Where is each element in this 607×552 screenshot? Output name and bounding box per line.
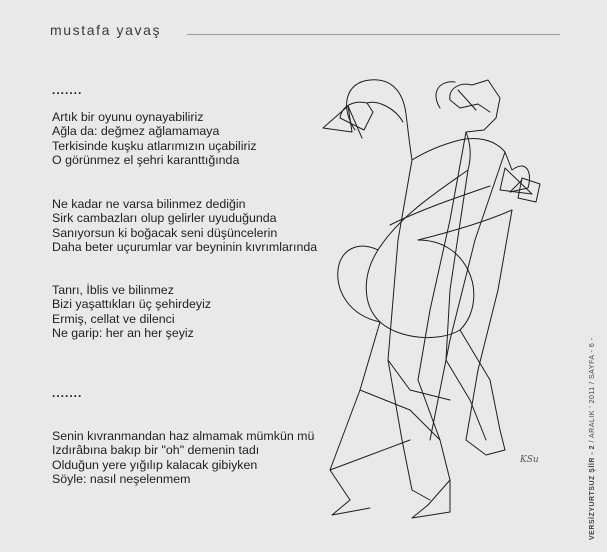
author-name: mustafa yavaş <box>50 22 162 38</box>
stanza-3 <box>52 283 211 341</box>
poem-line: Bizi yaşattıkları üç şehirdeyiz <box>52 297 212 312</box>
page-footer-vertical <box>589 337 596 540</box>
poem-line: Tanrı, İblis ve bilinmez <box>52 283 174 297</box>
artist-signature: KSu <box>520 455 539 465</box>
poem-line: Söyle: nasıl neşelenmem <box>52 472 191 487</box>
poem-line: Daha beter uçurumlar var beyninin kıvrımlarında <box>52 240 318 255</box>
footer-separator: / <box>589 438 596 443</box>
poem-dots-top: ....... <box>52 83 83 97</box>
poem-line: Ne garip: her an her şeyiz <box>52 326 194 341</box>
page-number: SAYFA - 6 - <box>589 337 596 379</box>
poem-line: Ne kadar ne varsa bilinmez dediğin <box>52 197 246 211</box>
poem-line: Ermiş, cellat ve dilenci <box>52 311 175 326</box>
poem-line: Terkisinde kuşku atlarımızın uçabiliriz <box>52 138 257 153</box>
poem-line: Sirk cambazları olup gelirler uyuduğunda <box>52 211 277 226</box>
poem-line: O görünmez el şehri karanttığında <box>52 153 240 168</box>
poem-line: Senin kıvranmandan haz almamak mümkün mü <box>52 429 315 443</box>
poem-line: Izdırâbına bakıp bir "oh" demenin tadı <box>52 443 260 458</box>
magazine-name: VERSİZYURTSUZ ŞİİR - 2 <box>589 444 596 540</box>
poem-line: Ağla da: değmez ağlamamaya <box>52 124 220 139</box>
poem-line: Sanıyorsun ki boğacak seni düşüncelerin <box>52 225 278 240</box>
poem-line: Artık bir oyunu oynayabiliriz <box>52 110 204 124</box>
author-divider <box>187 34 560 35</box>
stanza-4 <box>52 429 314 487</box>
poem-dots-bottom: ....... <box>52 386 83 400</box>
issue-date: ARALIK ' 2011 <box>589 386 596 439</box>
stanza-2 <box>52 197 317 255</box>
poem-line: Olduğun yere yığılıp kalacak gibiyken <box>52 457 258 472</box>
stanza-1 <box>52 110 257 168</box>
footer-separator: / <box>589 378 596 384</box>
